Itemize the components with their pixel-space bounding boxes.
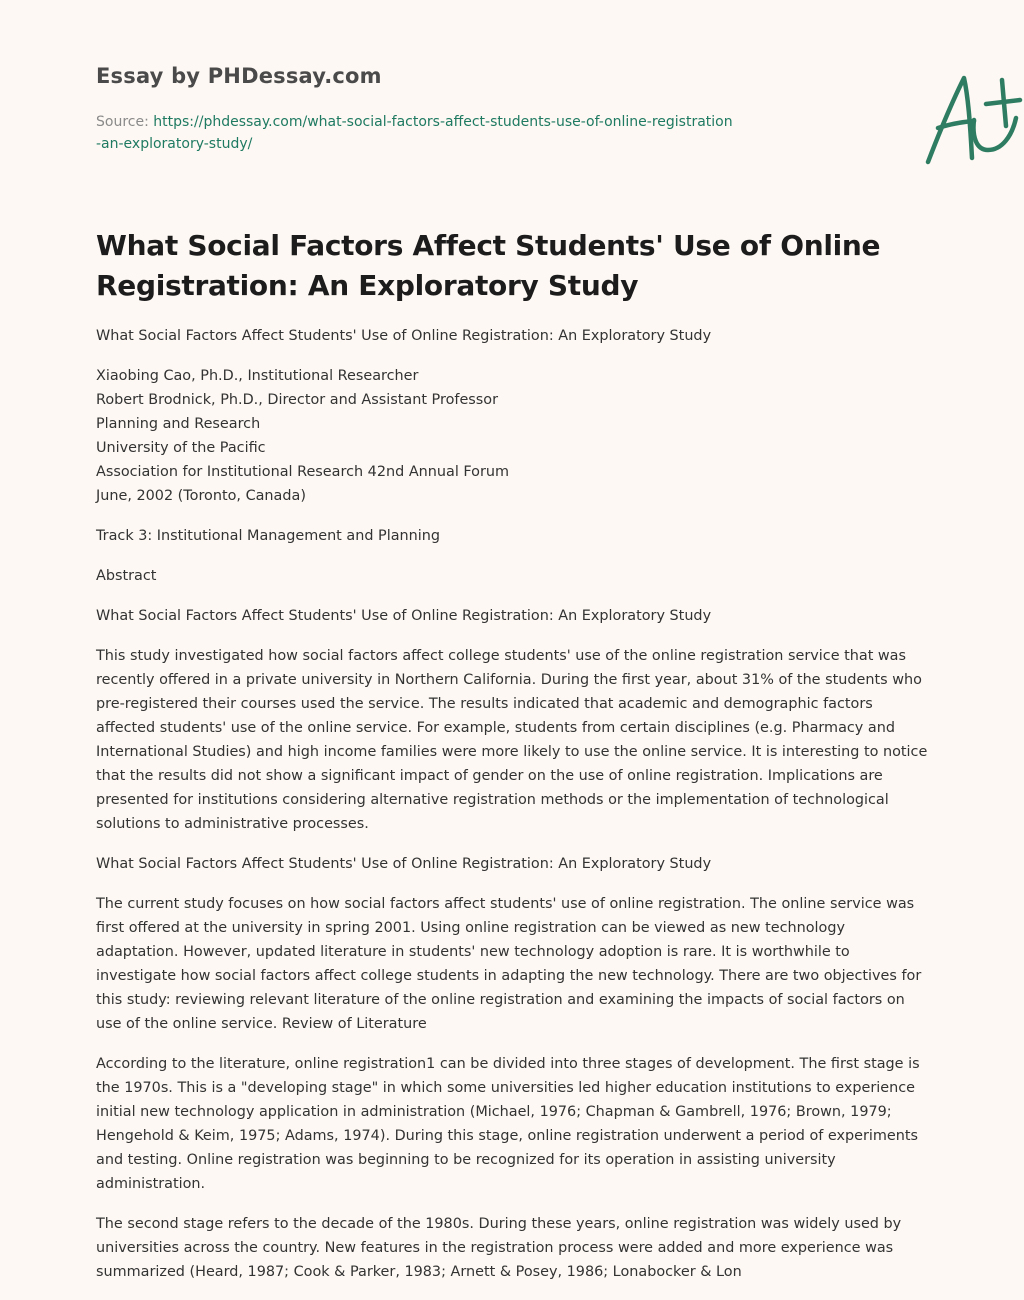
second-stage-paragraph: The second stage refers to the decade of the 1980s. During these years, online registration was widely used by universities across the country. New features in the registration process were added and more experience was summarized (Heard, 1987; Cook & Parker, 1983; Arnett & Posey, 1986; Lonabocker & Lon [96, 1216, 902, 1280]
author-line: Robert Brodnick, Ph.D., Director and Assistant Professor [96, 392, 499, 408]
author-line: Planning and Research [96, 416, 261, 432]
source-line [96, 111, 736, 155]
abstract-paragraph: This study investigated how social factors affect college students' use of the online registration service that was recently offered in a private university in Northern California. During the first year, about 31% of the students who pre-registered their courses used the service. The results indicated that academic and demographic factors affected students' use of the online service. For example, students from certain disciplines (e.g. Pharmacy and International Studies) and high income families were more likely to use the online service. It is interesting to notice that the results did not show a significant impact of gender on the use of online registration. Implications are presented for institutions considering alternative registration methods or the implementation of technological solutions to administrative processes. [96, 648, 928, 832]
introduction-paragraph: The current study focuses on how social factors affect students' use of online registration. The online service was first offered at the university in spring 2001. Using online registration can be viewed as new technology adaptation. However, updated literature in students' new technology adoption is rare. It is worthwhile to investigate how social factors affect college students in adapting the new technology. There are two objectives for this study: reviewing relevant literature of the online registration and examining the impacts of social factors on use of the online service. Review of Literature [96, 896, 922, 1032]
essay-content [96, 324, 932, 1300]
essay-title: What Social Factors Affect Students' Use of Online Registration: An Exploratory Study [96, 229, 881, 302]
author-line: Association for Institutional Research 42nd Annual Forum [96, 464, 510, 480]
a-plus-logo-icon [916, 66, 1024, 170]
abstract-heading: Abstract [96, 568, 157, 584]
repeat-title-paragraph: What Social Factors Affect Students' Use of Online Registration: An Exploratory Study [96, 608, 712, 624]
site-brand: Essay by PHDessay.com [96, 64, 382, 88]
literature-paragraph: According to the literature, online registration1 can be divided into three stages of development. The first stage is the 1970s. This is a "developing stage" in which some universities led higher education institutions to experience initial new technology application in administration (Michael, 1976; Chapman & Gambrell, 1976; Brown, 1979; Hengehold & Keim, 1975; Adams, 1974). During this stage, online registration underwent a period of experiments and testing. Online registration was beginning to be recognized for its operation in assisting university administration. [96, 1056, 920, 1192]
track-paragraph: Track 3: Institutional Management and Planning [96, 528, 441, 544]
repeat-title-paragraph: What Social Factors Affect Students' Use of Online Registration: An Exploratory Study [96, 328, 712, 344]
source-link[interactable]: https://phdessay.com/what-social-factors-affect-students-use-of-online-registration-an-exploratory-study/ [96, 114, 733, 152]
authors-block [96, 364, 932, 508]
author-line: University of the Pacific [96, 440, 266, 456]
author-line: June, 2002 (Toronto, Canada) [96, 488, 306, 504]
source-label: Source: [96, 114, 154, 130]
author-line: Xiaobing Cao, Ph.D., Institutional Researcher [96, 368, 419, 384]
repeat-title-paragraph: What Social Factors Affect Students' Use of Online Registration: An Exploratory Study [96, 856, 712, 872]
